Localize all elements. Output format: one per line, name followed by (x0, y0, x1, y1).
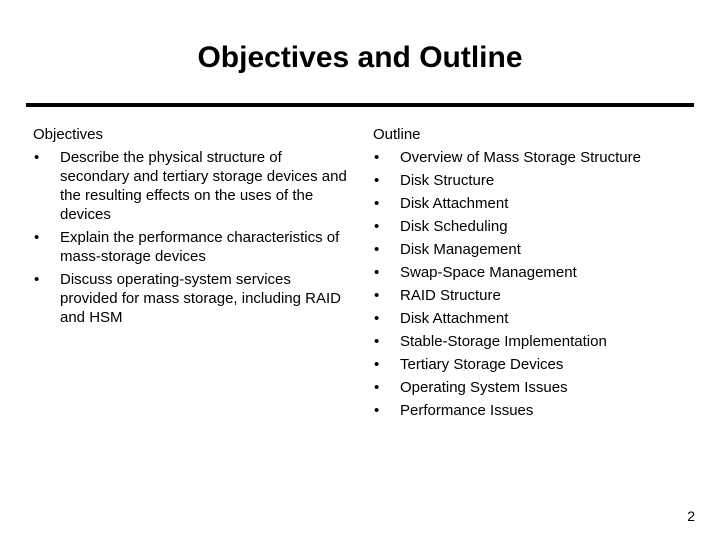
outline-item (373, 148, 693, 167)
objectives-column (33, 125, 348, 331)
outline-item (373, 286, 693, 305)
outline-item (373, 355, 693, 374)
objective-text: Explain the performance characteristics of mass-storage devices (60, 229, 340, 265)
outline-item (373, 194, 693, 213)
outline-list (373, 148, 693, 420)
bullet-icon: • (374, 310, 380, 327)
bullet-icon: • (34, 229, 40, 246)
page-number: 2 (687, 508, 695, 524)
outline-text: Operating System Issues (400, 379, 568, 396)
objective-text: Discuss operating-system services provided for mass storage, including RAID and HSM (60, 271, 341, 326)
bullet-icon: • (374, 333, 380, 350)
outline-item (373, 378, 693, 397)
outline-text: Swap-Space Management (400, 264, 577, 281)
objective-item (33, 228, 348, 266)
outline-item (373, 240, 693, 259)
outline-text: Stable-Storage Implementation (400, 333, 607, 350)
outline-item (373, 309, 693, 328)
bullet-icon: • (34, 271, 40, 288)
objective-item (33, 270, 348, 327)
outline-text: Tertiary Storage Devices (400, 356, 564, 373)
bullet-icon: • (374, 379, 380, 396)
bullet-icon: • (374, 264, 380, 281)
outline-text: Performance Issues (400, 402, 534, 419)
outline-item (373, 263, 693, 282)
outline-heading: Outline (373, 126, 421, 143)
objective-text: Describe the physical structure of secondary and tertiary storage devices and the resulting effects on the uses of the devices (60, 149, 347, 223)
objective-item (33, 148, 348, 224)
outline-item (373, 217, 693, 236)
bullet-icon: • (374, 149, 380, 166)
outline-text: Overview of Mass Storage Structure (400, 149, 641, 166)
outline-text: Disk Scheduling (400, 218, 508, 235)
outline-item (373, 332, 693, 351)
outline-text: RAID Structure (400, 287, 501, 304)
objectives-list (33, 148, 348, 327)
bullet-icon: • (374, 287, 380, 304)
bullet-icon: • (374, 218, 380, 235)
bullet-icon: • (374, 402, 380, 419)
outline-item (373, 171, 693, 190)
outline-column (373, 125, 693, 424)
bullet-icon: • (374, 356, 380, 373)
outline-item (373, 401, 693, 420)
bullet-icon: • (374, 241, 380, 258)
bullet-icon: • (34, 149, 40, 166)
bullet-icon: • (374, 195, 380, 212)
outline-text: Disk Management (400, 241, 521, 258)
bullet-icon: • (374, 172, 380, 189)
outline-text: Disk Structure (400, 172, 495, 189)
outline-text: Disk Attachment (400, 310, 509, 327)
outline-text: Disk Attachment (400, 195, 509, 212)
objectives-heading: Objectives (33, 126, 104, 143)
slide-title: Objectives and Outline (197, 41, 523, 74)
title-divider (26, 103, 694, 107)
